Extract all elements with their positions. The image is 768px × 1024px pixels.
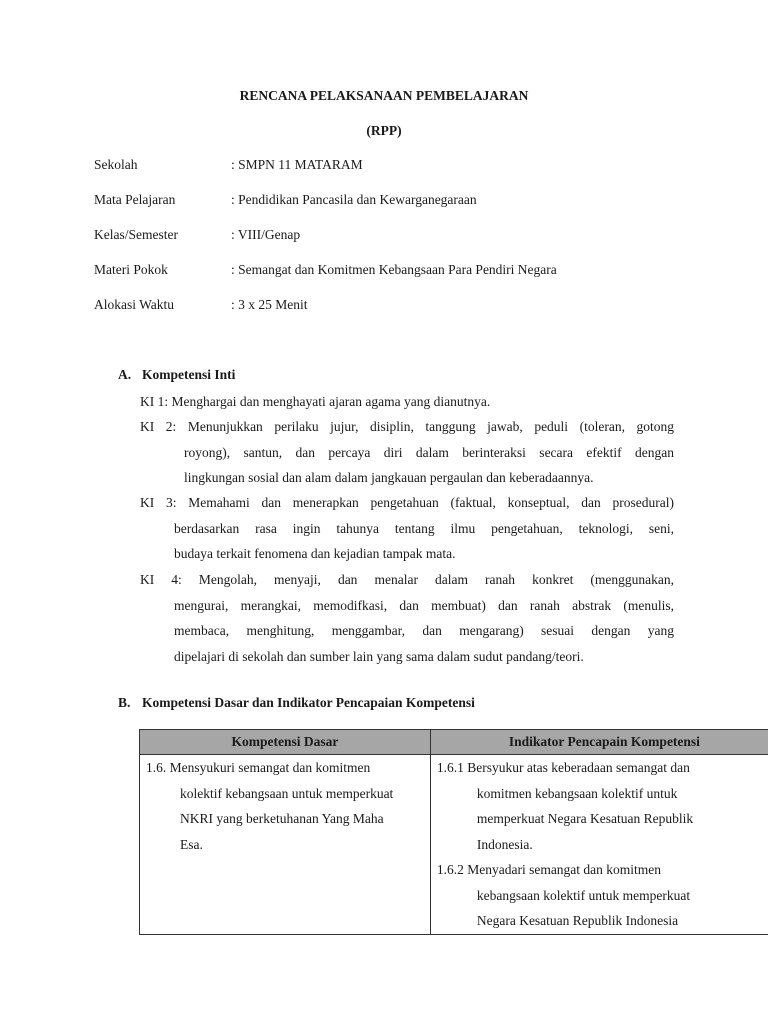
ipk-line: kebangsaan kolektif untuk memperkuat — [476, 887, 691, 903]
table-row — [140, 755, 768, 935]
ki-2 — [140, 414, 674, 491]
ki-line: membaca, menghitung, menggambar, dan mengarang) sesuai dengan yang — [174, 623, 674, 638]
ki-line: dipelajari di sekolah dan sumber lain yang sama dalam sudut pandang/teori. — [174, 648, 584, 664]
meta-value: : VIII/Genap — [231, 227, 301, 242]
kd-cell — [140, 755, 431, 935]
meta-value: : 3 x 25 Menit — [231, 297, 308, 312]
ki-3 — [140, 490, 674, 567]
ki-line: KI 2: Menunjukkan perilaku jujur, disiplin, tanggung jawab, peduli (toleran, gotong — [140, 419, 674, 434]
ipk-line: Negara Kesatuan Republik Indonesia — [476, 913, 679, 928]
ipk-line: komitmen kebangsaan kolektif untuk — [476, 785, 678, 801]
ki-line: berdasarkan rasa ingin tahunya tentang ilmu pengetahuan, teknologi, seni, — [174, 520, 674, 536]
meta-label: Alokasi Waktu — [94, 297, 175, 312]
table-header-row — [140, 730, 768, 755]
ipk-line: memperkuat Negara Kesatuan Republik — [476, 811, 694, 826]
ipk-line: 1.6.2 Menyadari semangat dan komitmen — [436, 862, 662, 877]
ki-line: KI 4: Mengolah, menyaji, dan menalar dalam ranah konkret (menggunakan, — [140, 572, 674, 587]
meta-value: : Pendidikan Pancasila dan Kewarganegaraan — [231, 192, 477, 207]
header-kompetensi-dasar: Kompetensi Dasar — [140, 730, 431, 755]
meta-label: Kelas/Semester — [94, 227, 178, 242]
ipk-cell — [430, 755, 768, 935]
section-a-letter: A. — [118, 367, 132, 382]
meta-value: : SMPN 11 MATARAM — [231, 157, 363, 172]
document-subtitle: (RPP) — [366, 123, 402, 138]
section-a-title: Kompetensi Inti — [142, 367, 236, 382]
kd-line: Esa. — [180, 836, 203, 852]
kd-line: NKRI yang berketuhanan Yang Maha — [180, 811, 384, 826]
meta-label: Sekolah — [94, 157, 138, 172]
ki-1 — [140, 389, 674, 415]
competency-table — [139, 729, 768, 935]
ki-line: lingkungan sosial dan alam dalam jangkauan pergaulan dan keberadaannya. — [184, 470, 594, 485]
ipk-line: Indonesia. — [476, 836, 533, 852]
ipk-line: 1.6.1 Bersyukur atas keberadaan semangat dan — [436, 760, 690, 775]
section-b-letter: B. — [118, 695, 131, 710]
section-a-heading — [118, 367, 235, 383]
ki-line: royong), santun, dan percaya diri dalam berinteraksi secara efektif dengan — [184, 444, 674, 460]
ki-line: KI 1: Menghargai dan menghayati ajaran agama yang dianutnya. — [140, 394, 491, 409]
kd-line: 1.6. Mensyukuri semangat dan komitmen — [146, 760, 371, 775]
ki-line: budaya terkait fenomena dan kejadian tampak mata. — [174, 546, 456, 561]
meta-label: Mata Pelajaran — [94, 192, 176, 207]
section-b-heading — [118, 695, 475, 711]
meta-label: Materi Pokok — [94, 262, 168, 277]
ki-line: KI 3: Memahami dan menerapkan pengetahuan (faktual, konseptual, dan prosedural) — [140, 495, 674, 510]
ki-4 — [140, 567, 674, 669]
meta-value: : Semangat dan Komitmen Kebangsaan Para Pendiri Negara — [231, 262, 557, 277]
ki-line: mengurai, merangkai, memodifkasi, dan membuat) dan ranah abstrak (menulis, — [174, 597, 674, 613]
section-b-title: Kompetensi Dasar dan Indikator Pencapaian Kompetensi — [142, 695, 475, 710]
header-indikator: Indikator Pencapain Kompetensi — [430, 730, 768, 755]
document-title: RENCANA PELAKSANAAN PEMBELAJARAN — [239, 88, 529, 103]
kd-line: kolektif kebangsaan untuk memperkuat — [180, 785, 394, 801]
